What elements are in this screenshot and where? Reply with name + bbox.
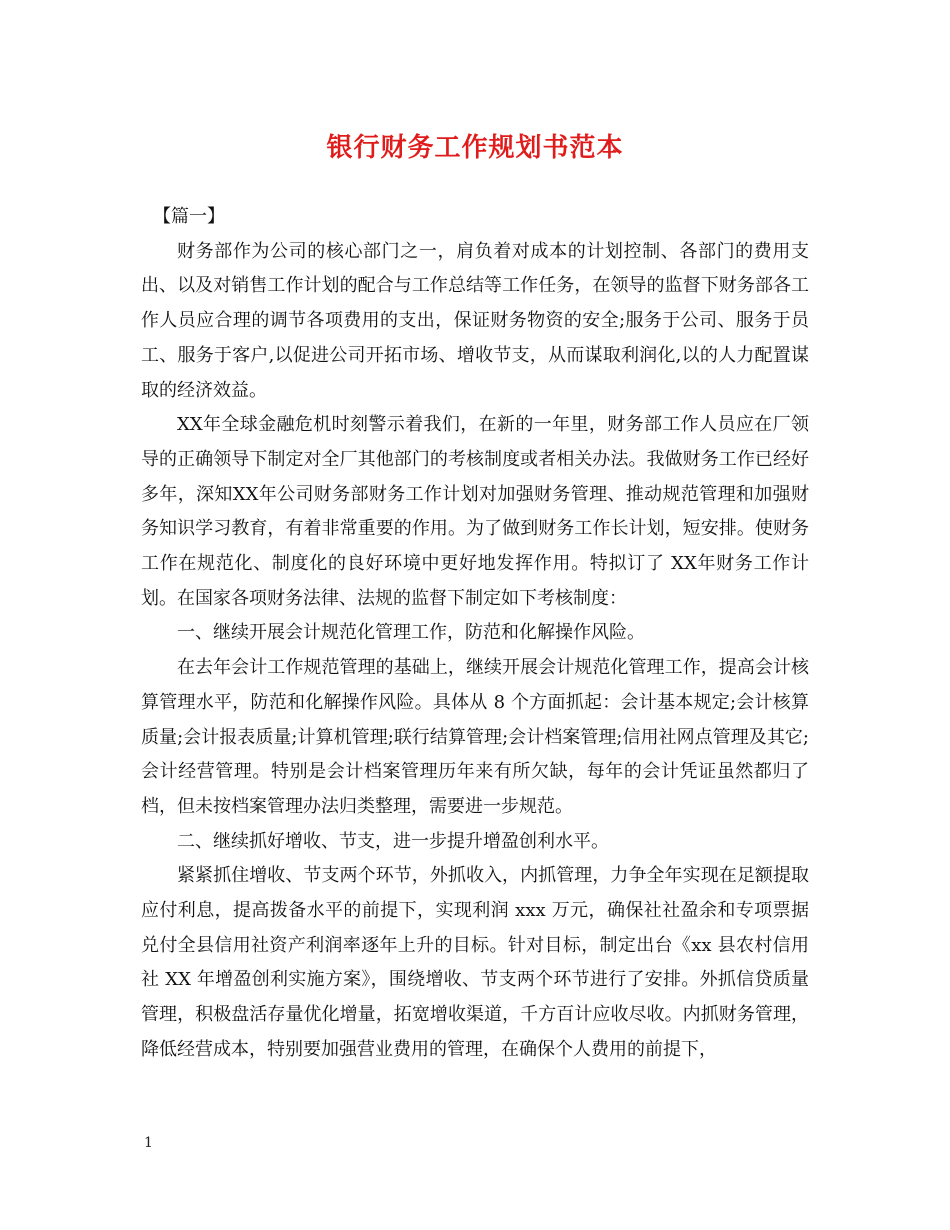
heading-item-1: 一、继续开展会计规范化管理工作，防范和化解操作风险。 <box>177 622 645 644</box>
paragraph-1: 财务部作为公司的核心部门之一，肩负着对成本的计划控制、各部门的费用支出、以及对销售工作计划的配合与工作总结等工作任务，在领导的监督下财务部各工作人员应合理的调节各项费用的支出，保证财务物资的安全;服务于公司、服务于员工、服务于客户,以促进公司开拓市场、增收节支，从而谋取利润化,以的人力配置谋取的经济效益。 <box>141 240 809 401</box>
paragraph-3: 在去年会计工作规范管理的基础上，继续开展会计规范化管理工作，提高会计核算管理水平，防范和化解操作风险。具体从 8 个方面抓起：会计基本规定;会计核算质量;会计报表质量;计算机管理;联行结算管理;会计档案管理;信用社网点管理及其它;会计经营管理。特别是会计档案管理历年来有所欠缺，每年的会计凭证虽然都归了档，但未按档案管理办法归类整理，需要进一步规范。 <box>141 657 809 817</box>
page-number: 1 <box>144 1135 153 1151</box>
document-body <box>141 200 809 1068</box>
section-label: 【篇一】 <box>153 206 225 227</box>
document-title: 银行财务工作规划书范本 <box>326 133 624 163</box>
paragraph-4: 紧紧抓住增收、节支两个环节，外抓收入，内抓管理，力争全年实现在足额提取应付利息，提高拨备水平的前提下，实现利润 xxx 万元，确保社社盈余和专项票据兑付全县信用社资产利润率逐年上升的目标。针对目标，制定出台《xx 县农村信用社 XX 年增盈创利实施方案》，围绕增收、节支两个环节进行了安排。外抓信贷质量管理，积极盘活存量优化增量，拓宽增收渠道，千方百计应收尽收。内抓财务管理，降低经营成本，特别要加强营业费用的管理，在确保个人费用的前提下， <box>141 865 809 1060</box>
paragraph-2: XX年全球金融危机时刻警示着我们，在新的一年里，财务部工作人员应在厂领导的正确领导下制定对全厂其他部门的考核制度或者相关办法。我做财务工作已经好多年，深知XX年公司财务部财务工作计划对加强财务管理、推动规范管理和加强财务知识学习教育，有着非常重要的作用。为了做到财务工作长计划，短安排。使财务工作在规范化、制度化的良好环境中更好地发挥作用。特拟订了 XX年财务工作计划。在国家各项财务法律、法规的监督下制定如下考核制度： <box>141 414 809 609</box>
heading-item-2: 二、继续抓好增收、节支，进一步提升增盈创利水平。 <box>177 830 609 852</box>
